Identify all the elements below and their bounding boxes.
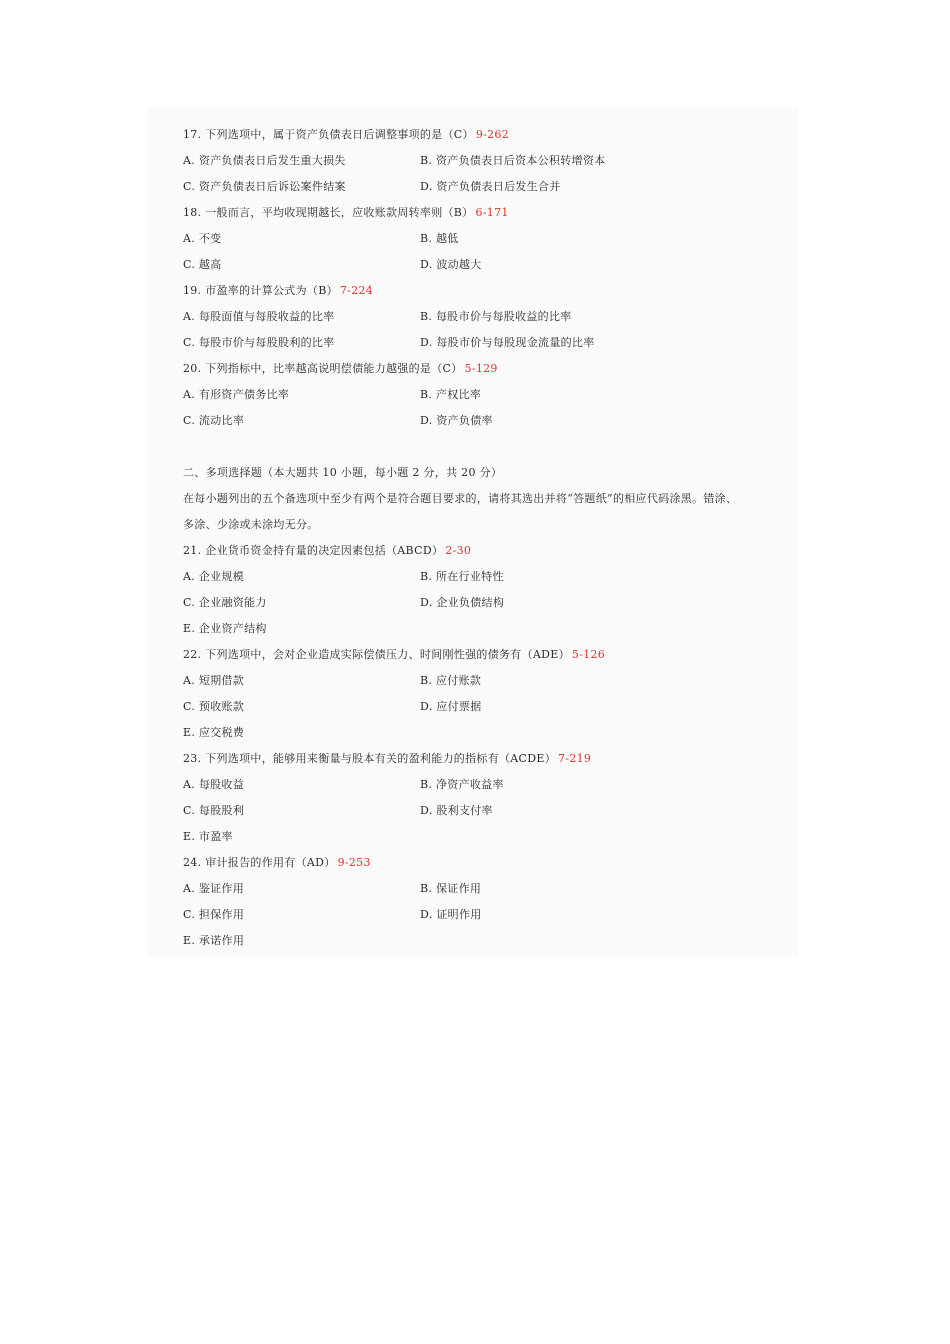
section-gap	[183, 434, 803, 460]
option-d: D. 股利支付率	[420, 804, 493, 817]
option-d: D. 资产负债率	[420, 414, 493, 427]
option-row	[183, 876, 803, 902]
option-row	[183, 824, 803, 850]
option-c: C. 预收账款	[183, 700, 245, 713]
option-row	[183, 382, 803, 408]
option-c: C. 资产负债表日后诉讼案件结案	[183, 180, 346, 193]
question-24-stem	[183, 850, 803, 876]
option-b: B. 保证作用	[420, 882, 482, 895]
option-d: D. 波动越大	[420, 258, 482, 271]
section-instruction: 多涂、少涂或未涂均无分。	[183, 518, 319, 531]
option-d: D. 应付票据	[420, 700, 482, 713]
page-reference: 2-30	[445, 544, 472, 557]
question-text: 20. 下列指标中，比率越高说明偿债能力越强的是（C）	[183, 362, 463, 375]
option-row	[183, 668, 803, 694]
option-row	[183, 174, 803, 200]
option-b: B. 净资产收益率	[420, 778, 504, 791]
option-e: E. 应交税费	[183, 726, 245, 739]
option-e: E. 企业资产结构	[183, 622, 267, 635]
option-row	[183, 148, 803, 174]
question-text: 19. 市盈率的计算公式为（B）	[183, 284, 338, 297]
option-b: B. 应付账款	[420, 674, 482, 687]
option-c: C. 流动比率	[183, 414, 245, 427]
question-20-stem	[183, 356, 803, 382]
question-22-stem	[183, 642, 803, 668]
page-reference: 5-129	[464, 362, 498, 375]
option-d: D. 证明作用	[420, 908, 482, 921]
question-23-stem	[183, 746, 803, 772]
option-b: B. 资产负债表日后资本公积转增资本	[420, 154, 606, 167]
option-row	[183, 694, 803, 720]
option-c: C. 担保作用	[183, 908, 245, 921]
option-row	[183, 226, 803, 252]
option-a: A. 每股收益	[183, 778, 245, 791]
page-reference: 6-171	[475, 206, 509, 219]
option-row	[183, 902, 803, 928]
question-text: 21. 企业货币资金持有量的决定因素包括（ABCD）	[183, 544, 444, 557]
option-a: A. 不变	[183, 232, 222, 245]
option-d: D. 企业负债结构	[420, 596, 505, 609]
option-a: A. 资产负债表日后发生重大损失	[183, 154, 346, 167]
option-a: A. 鉴证作用	[183, 882, 245, 895]
option-e: E. 承诺作用	[183, 934, 245, 947]
option-row	[183, 304, 803, 330]
option-row	[183, 590, 803, 616]
option-b: B. 每股市价与每股收益的比率	[420, 310, 572, 323]
question-21-stem	[183, 538, 803, 564]
option-row	[183, 408, 803, 434]
option-d: D. 每股市价与每股现金流量的比率	[420, 336, 595, 349]
question-text: 23. 下列选项中，能够用来衡量与股本有关的盈利能力的指标有（ACDE）	[183, 752, 556, 765]
exam-content	[183, 122, 803, 954]
option-b: B. 越低	[420, 232, 459, 245]
page-reference: 5-126	[571, 648, 606, 661]
option-a: A. 企业规模	[183, 570, 245, 583]
option-row	[183, 616, 803, 642]
option-c: C. 企业融资能力	[183, 596, 267, 609]
option-row	[183, 564, 803, 590]
section-instruction: 在每小题列出的五个备选项中至少有两个是符合题目要求的，请将其选出并将“答题纸”的相应代码涂黑。错涂、	[183, 492, 738, 505]
option-row	[183, 330, 803, 356]
option-b: B. 产权比率	[420, 388, 482, 401]
page-reference: 9-253	[337, 856, 371, 869]
question-text: 18. 一般而言，平均收现期越长，应收账款周转率则（B）	[183, 206, 474, 219]
option-c: C. 每股股利	[183, 804, 245, 817]
question-17-stem	[183, 122, 803, 148]
question-text: 22. 下列选项中，会对企业造成实际偿债压力、时间刚性强的债务有（ADE）	[183, 648, 570, 661]
question-18-stem	[183, 200, 803, 226]
option-a: A. 短期借款	[183, 674, 245, 687]
section-title: 二、多项选择题（本大题共 10 小题，每小题 2 分，共 20 分）	[183, 466, 503, 479]
option-c: C. 越高	[183, 258, 222, 271]
page-reference: 9-262	[475, 128, 510, 141]
page-reference: 7-224	[339, 284, 374, 297]
option-c: C. 每股市价与每股股利的比率	[183, 336, 335, 349]
option-a: A. 每股面值与每股收益的比率	[183, 310, 335, 323]
option-row	[183, 798, 803, 824]
option-row	[183, 720, 803, 746]
question-text: 24. 审计报告的作用有（AD）	[183, 856, 336, 869]
option-b: B. 所在行业特性	[420, 570, 504, 583]
option-row	[183, 772, 803, 798]
option-row	[183, 252, 803, 278]
question-text: 17. 下列选项中，属于资产负债表日后调整事项的是（C）	[183, 128, 474, 141]
option-e: E. 市盈率	[183, 830, 233, 843]
option-d: D. 资产负债表日后发生合并	[420, 180, 561, 193]
question-19-stem	[183, 278, 803, 304]
page-reference: 7-219	[558, 752, 592, 765]
option-a: A. 有形资产债务比率	[183, 388, 290, 401]
option-row	[183, 928, 803, 954]
